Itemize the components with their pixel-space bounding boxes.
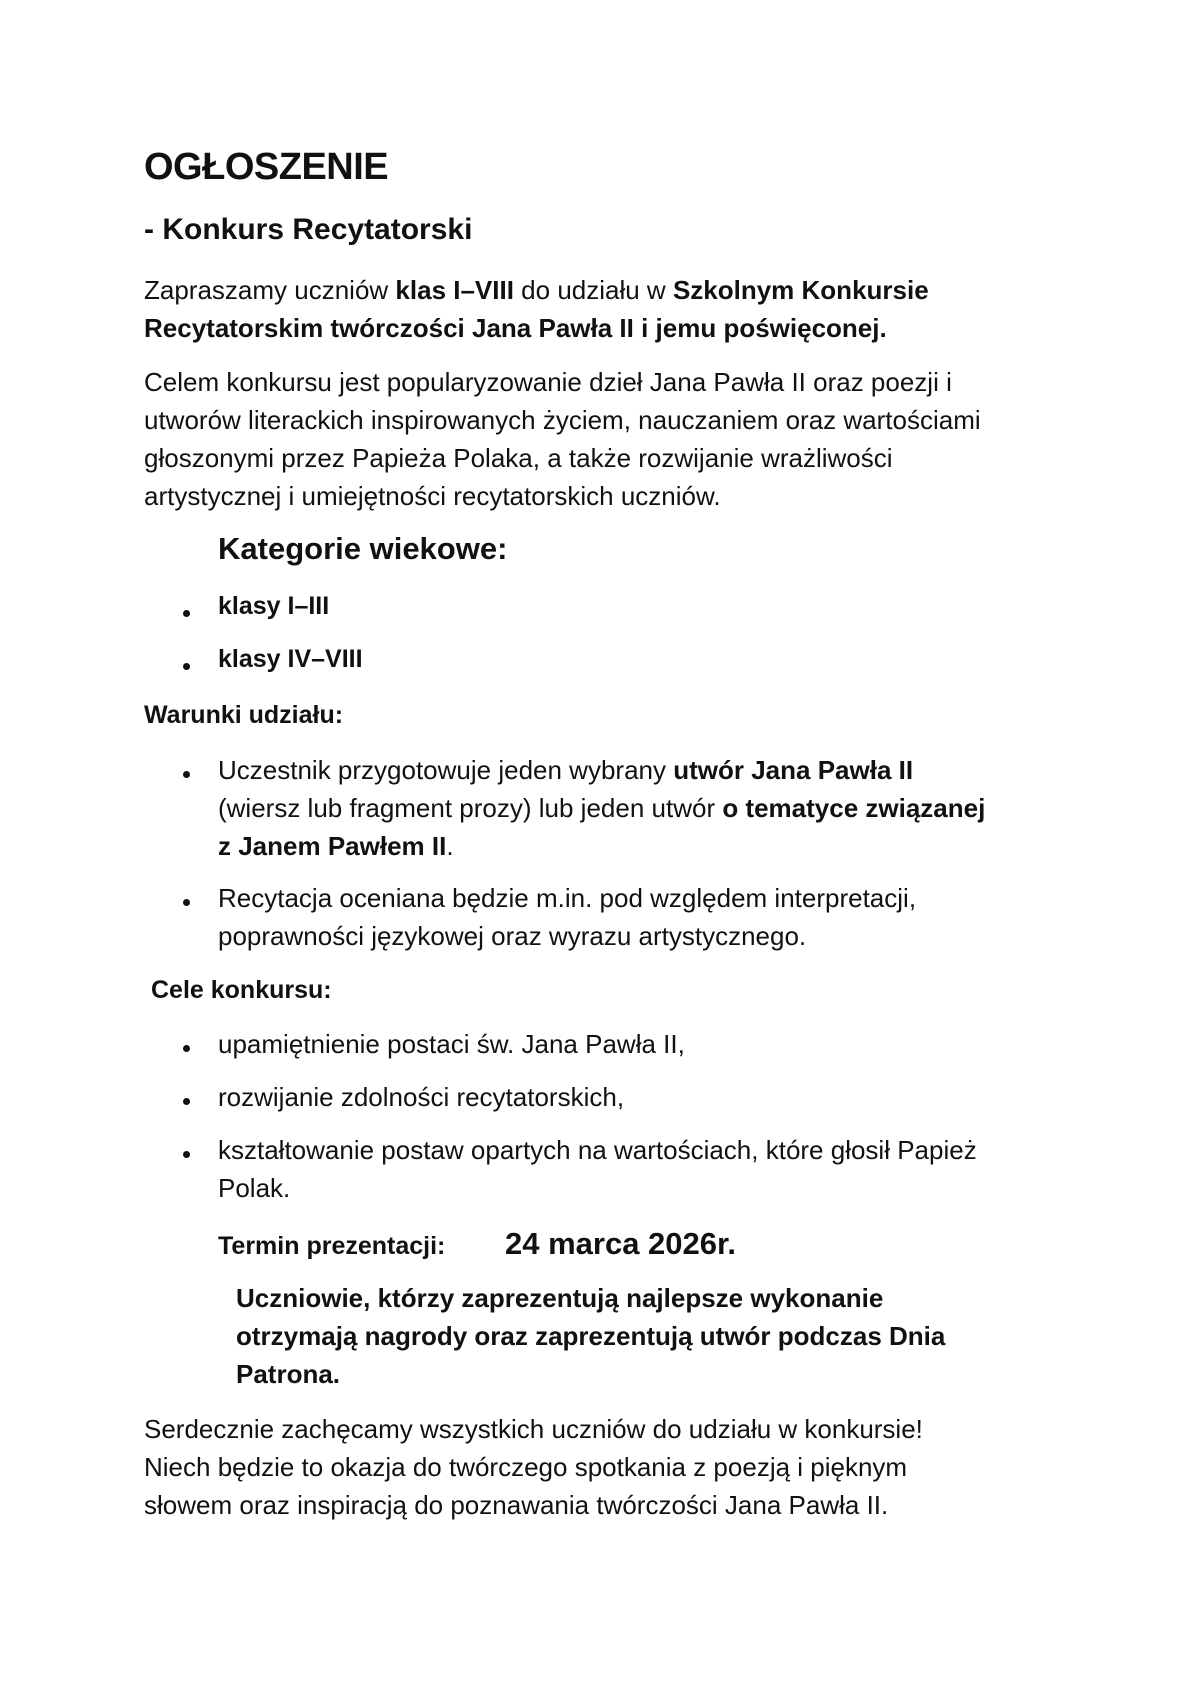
purpose-line: głoszonymi przez Papieża Polaka, a także rozwijanie wrażliwości [144, 443, 893, 473]
condition-line [218, 879, 916, 917]
condition-line [218, 827, 985, 865]
text: do udziału w [513, 275, 673, 305]
bold-text: klas I–VIII [395, 275, 514, 305]
bullet-icon [183, 1151, 190, 1158]
intro-line [144, 309, 929, 347]
bullet-icon [183, 771, 190, 778]
bold-text: z Janem Pawłem II [218, 831, 447, 861]
prize-line: Uczniowie, którzy zaprezentują najlepsze wykonanie [236, 1283, 884, 1313]
page-subtitle: - Konkurs Recytatorski [144, 213, 473, 246]
goals-heading: Cele konkursu: [151, 976, 332, 1004]
intro-paragraph [144, 271, 929, 347]
goal-item: upamiętnienie postaci św. Jana Pawła II, [218, 1029, 685, 1059]
deadline-date: 24 marca 2026r. [505, 1226, 736, 1261]
prize-line: otrzymają nagrody oraz zaprezentują utwór podczas Dnia [236, 1321, 946, 1351]
conditions-heading: Warunki udziału: [144, 701, 344, 729]
closing-line: Serdecznie zachęcamy wszystkich uczniów do udziału w konkursie! [144, 1414, 923, 1444]
condition-item [218, 879, 916, 955]
goal-item [218, 1131, 977, 1207]
intro-line [144, 271, 929, 309]
prize-line: Patrona. [236, 1359, 341, 1389]
bold-text: o tematyce związanej [722, 793, 986, 823]
text: (wiersz lub fragment prozy) lub jeden utwór [218, 793, 723, 823]
category-item: klasy IV–VIII [218, 645, 363, 673]
condition-line [218, 789, 985, 827]
text: . [446, 831, 454, 861]
goal-line: Polak. [218, 1173, 291, 1203]
categories-heading: Kategorie wiekowe: [218, 531, 508, 566]
purpose-paragraph [144, 363, 981, 515]
closing-paragraph [144, 1410, 923, 1524]
bold-text: utwór Jana Pawła II [673, 755, 914, 785]
bullet-icon [183, 663, 190, 670]
bullet-icon [183, 1045, 190, 1052]
text: Zapraszamy uczniów [144, 275, 396, 305]
goal-line: kształtowanie postaw opartych na wartościach, które głosił Papież [218, 1135, 977, 1165]
condition-line [218, 751, 985, 789]
closing-line: słowem oraz inspiracją do poznawania twórczości Jana Pawła II. [144, 1490, 889, 1520]
condition-line [218, 917, 916, 955]
bullet-icon [183, 610, 190, 617]
closing-line: Niech będzie to okazja do twórczego spotkania z poezją i pięknym [144, 1452, 908, 1482]
text: Recytacja oceniana będzie m.in. pod względem interpretacji, [218, 883, 917, 913]
bullet-icon [183, 899, 190, 906]
prize-paragraph [236, 1279, 945, 1393]
purpose-line: Celem konkursu jest popularyzowanie dzieł Jana Pawła II oraz poezji i [144, 367, 952, 397]
text: poprawności językowej oraz wyrazu artystycznego. [218, 921, 807, 951]
bold-text: Szkolnym Konkursie [672, 275, 929, 305]
goal-item: rozwijanie zdolności recytatorskich, [218, 1082, 625, 1112]
purpose-line: artystycznej i umiejętności recytatorskich uczniów. [144, 481, 721, 511]
text: Uczestnik przygotowuje jeden wybrany [218, 755, 674, 785]
condition-item [218, 751, 985, 865]
purpose-line: utworów literackich inspirowanych życiem, nauczaniem oraz wartościami [144, 405, 981, 435]
bullet-icon [183, 1098, 190, 1105]
deadline-label: Termin prezentacji: [218, 1232, 446, 1260]
bold-text: Recytatorskim twórczości Jana Pawła II i jemu poświęconej. [144, 313, 887, 343]
page-title: OGŁOSZENIE [144, 146, 389, 188]
category-item: klasy I–III [218, 592, 330, 620]
